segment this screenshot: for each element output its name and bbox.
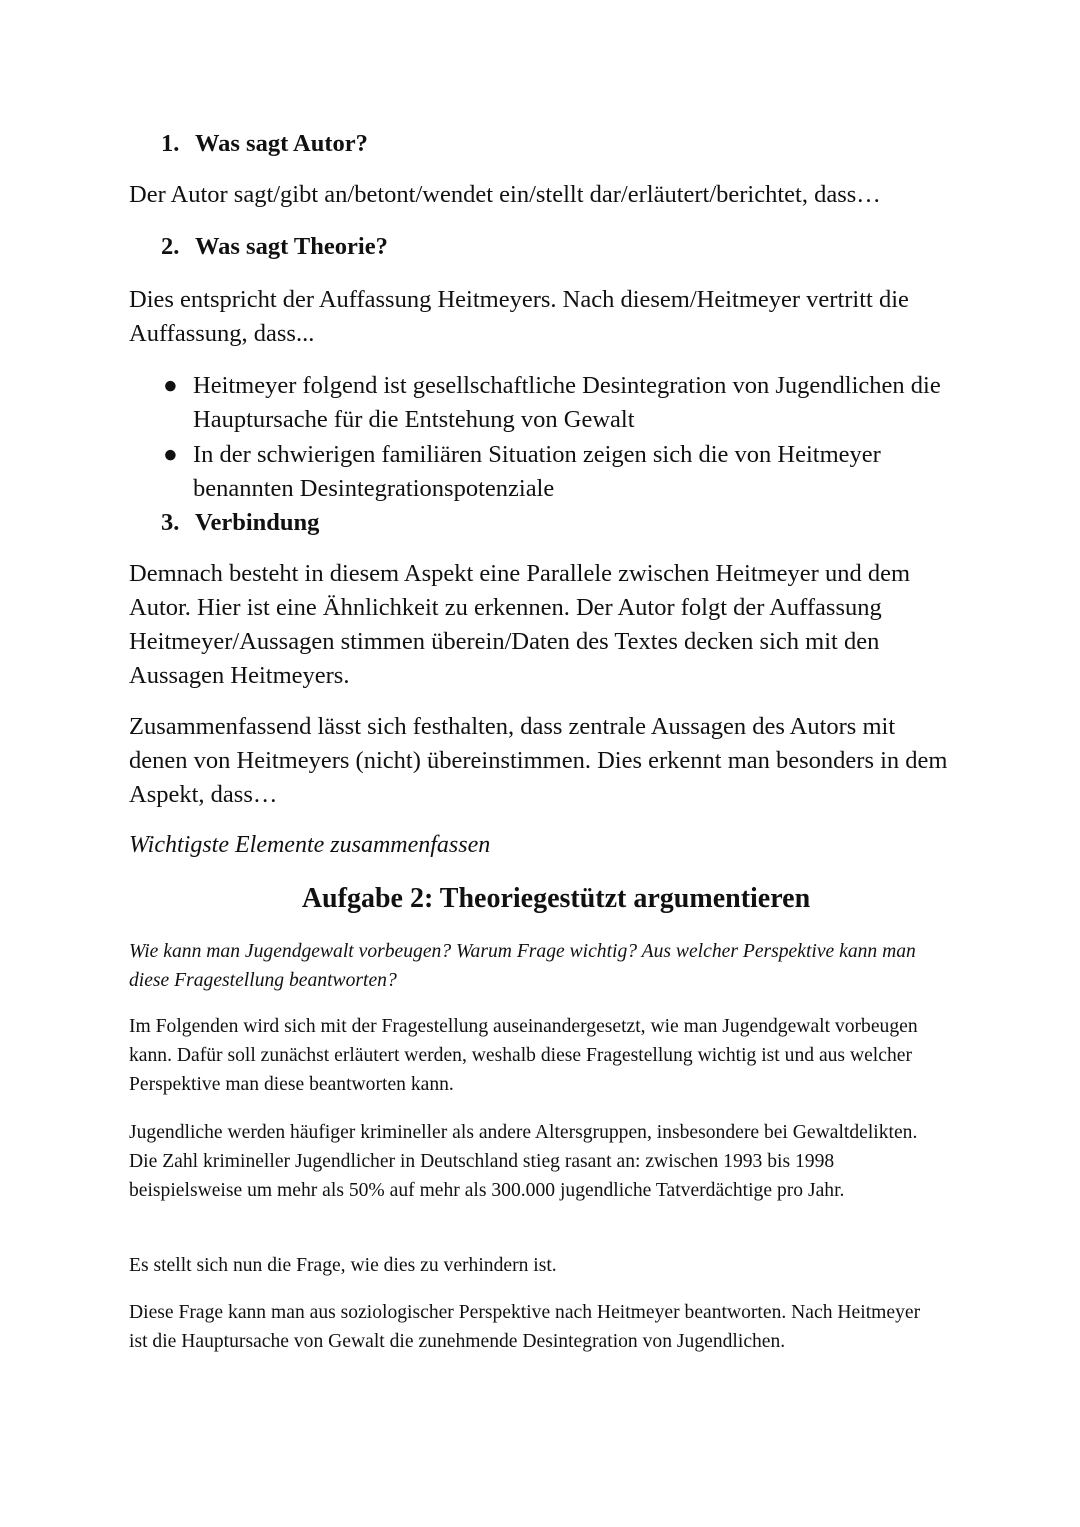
heading-verbindung: 3. Verbindung bbox=[161, 509, 320, 536]
bullet-item: ● In der schwierigen familiären Situation zeigen sich die von Heitmeyer benannten Desintegrationspotenziale bbox=[193, 438, 953, 506]
paragraph-statistik: Jugendliche werden häufiger krimineller als andere Altersgruppen, insbesondere bei Gewaltdelikten. Die Zahl krimineller Jugendlicher in Deutschland stieg rasant an: zwischen 1993 bis 1998 beispielsweise um mehr als 50% auf mehr als 300.000 jugendliche Tatverdächtige pro Jahr. bbox=[129, 1122, 918, 1201]
question-prompt: Wie kann man Jugendgewalt vorbeugen? Warum Frage wichtig? Aus welcher Perspektive kann man diese Fragestellung beantworten? bbox=[129, 941, 916, 991]
paragraph-zusammenfassung: Zusammenfassend lässt sich festhalten, dass zentrale Aussagen des Autors mit denen von Heitmeyers (nicht) übereinstimmen. Dies erkennt man besonders in dem Aspekt, dass… bbox=[129, 713, 948, 808]
section-title: Aufgabe 2: Theoriegestützt argumentieren bbox=[301, 883, 811, 914]
bullet-dot-icon: ● bbox=[163, 441, 178, 468]
heading-was-sagt-autor: 1. Was sagt Autor? bbox=[161, 130, 368, 157]
paragraph-theorie: Dies entspricht der Auffassung Heitmeyers. Nach diesem/Heitmeyer vertritt die Auffassung, dass... bbox=[129, 286, 909, 347]
bullet-dot-icon: ● bbox=[163, 372, 178, 399]
paragraph-verbindung: Demnach besteht in diesem Aspekt eine Parallele zwischen Heitmeyer und dem Autor. Hier ist eine Ähnlichkeit zu erkennen. Der Autor folgt der Auffassung Heitmeyer/Aussagen stimmen überein/Daten des Textes decken sich mit den Aussagen Heitmeyers. bbox=[129, 560, 911, 689]
note-italic: Wichtigste Elemente zusammenfassen bbox=[129, 832, 491, 858]
paragraph-frage: Es stellt sich nun die Frage, wie dies zu verhindern ist. bbox=[129, 1255, 557, 1276]
heading-was-sagt-theorie: 2. Was sagt Theorie? bbox=[161, 233, 388, 260]
paragraph-heitmeyer: Diese Frage kann man aus soziologischer Perspektive nach Heitmeyer beantworten. Nach Heitmeyer ist die Hauptursache von Gewalt die zunehmende Desintegration von Jugendlichen. bbox=[129, 1302, 921, 1352]
bullet-item: ● Heitmeyer folgend ist gesellschaftliche Desintegration von Jugendlichen die Hauptursache für die Entstehung von Gewalt bbox=[193, 369, 953, 437]
paragraph-einleitung: Im Folgenden wird sich mit der Fragestellung auseinandergesetzt, wie man Jugendgewalt vorbeugen kann. Dafür soll zunächst erläutert werden, weshalb diese Fragestellung wichtig ist und aus welcher Perspektive man diese beantworten kann. bbox=[129, 1016, 918, 1095]
paragraph-autor: Der Autor sagt/gibt an/betont/wendet ein/stellt dar/erläutert/berichtet, dass… bbox=[129, 181, 881, 208]
